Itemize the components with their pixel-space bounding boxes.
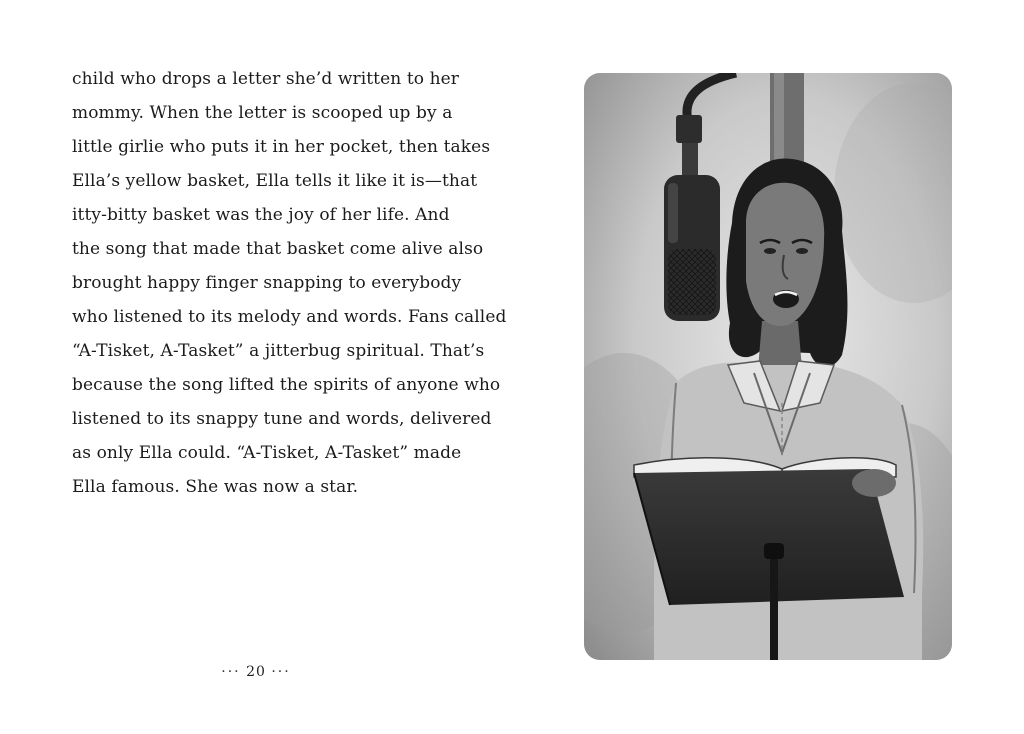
text-line: brought happy finger snapping to everybody: [72, 273, 462, 293]
text-line: Ella’s yellow basket, Ella tells it like it is—that: [72, 171, 478, 191]
page-number: [206, 664, 306, 680]
text-line: the song that made that basket come alive also: [72, 239, 484, 259]
text-line: mommy. When the letter is scooped up by a: [72, 103, 453, 123]
body-text: [72, 62, 507, 504]
text-line: because the song lifted the spirits of anyone who: [72, 375, 501, 395]
text-line: as only Ella could. “A-Tisket, A-Tasket” made: [72, 443, 462, 463]
folio-ornament-left: ···: [221, 664, 241, 680]
folio-ornament-right: ···: [271, 664, 291, 680]
text-line: itty-bitty basket was the joy of her life. And: [72, 205, 450, 225]
singer-at-microphone-illustration: [584, 73, 952, 660]
text-line: child who drops a letter she’d written to her: [72, 69, 460, 89]
text-line-last: Ella famous. She was now a star.: [72, 477, 359, 497]
text-line: who listened to its melody and words. Fans called: [72, 307, 507, 327]
singer-illustration: [584, 73, 952, 660]
text-line: little girlie who puts it in her pocket, then takes: [72, 137, 491, 157]
page-number-value: 20: [246, 664, 266, 680]
text-line: listened to its snappy tune and words, delivered: [72, 409, 492, 429]
text-line: “A-Tisket, A-Tasket” a jitterbug spiritual. That’s: [72, 341, 485, 361]
